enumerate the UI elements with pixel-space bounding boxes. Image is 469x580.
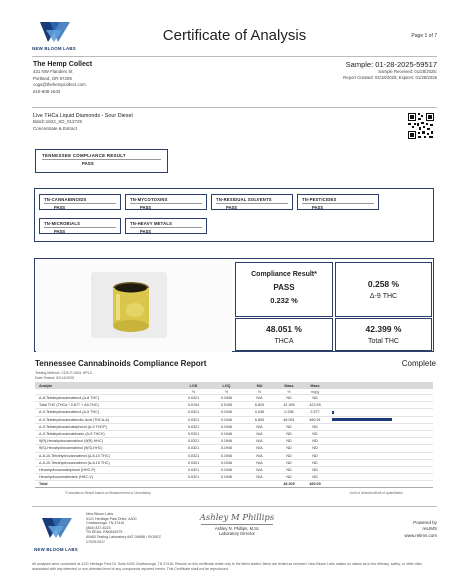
compliance-pass: PASS	[273, 283, 295, 292]
footer-logo: NEW BLOOM LABS	[30, 516, 82, 552]
lab-phone: (864) 837-8223	[86, 525, 111, 530]
test-residual-solvents: TN-RESIDUAL SOLVENTS PASS	[211, 194, 293, 210]
client-email: cogs@thehempcollect.com	[33, 82, 86, 88]
col-lod: LOD	[189, 383, 198, 388]
d9-thc-label: Δ-9 THC	[369, 293, 398, 300]
test-microbials: TN-MICROBIALS PASS	[39, 218, 121, 234]
note-left: *Compliance Result based on Measurement of Uncertainty	[65, 491, 151, 495]
lab-license: TN DEA#: RN0644975	[86, 530, 123, 535]
product-photo	[36, 260, 232, 352]
report-status: Complete	[401, 359, 436, 368]
disclaimer: All analyses were conducted at 4121 Heritage Park Dr. Suite A300 Chattanooga, TN 37416. Results on this certificate relate only to the items tested. Items are tested as received. New Bloom Labs makes no claims as to the efficacy, safety, or other risks associated with any detected or non-detected level of any compounds reported herein. This Certificate shall not be reproduced.	[32, 562, 422, 571]
test-heavy-metals: TN-HEAVY METALS PASS	[125, 218, 207, 234]
lab-info	[86, 512, 161, 544]
compliance-total-d9: 0.232 %	[270, 296, 298, 305]
col-mass-pct: Mass	[284, 383, 294, 388]
total-thc-label: Total THC	[368, 338, 399, 345]
table-row: Δ-8-Tetrahydrocannabinol (Δ-8 THC) 0.0321 0.1946 N/A ND ND	[35, 395, 433, 402]
client-name: The Hemp Collect	[33, 61, 93, 68]
compliance-title: Compliance Result*	[251, 271, 317, 278]
compliance-result-card	[235, 262, 333, 317]
thca-card	[235, 318, 333, 351]
test-cannabinoids: TN-CANNABINOIDS PASS	[39, 194, 121, 210]
client-phone: 610-608-1643	[33, 88, 61, 94]
table-row: Hexahydrocannabiphorol (HHC-P) 0.0321 0.1946 N/A ND ND	[35, 467, 433, 474]
test-pesticides: TN-PESTICIDES PASS	[297, 194, 379, 210]
table-row: Δ-9-Tetrahydrocannabinolic Acid (THCA-A) 0.0321 0.1946 6.805 48.051 480.51	[35, 417, 433, 424]
relims-link[interactable]: www.relims.com	[404, 532, 437, 538]
d9-thc-card	[335, 262, 432, 317]
lab-name: New Bloom Labs	[86, 512, 114, 516]
cannabinoids-report-title: Tennessee Cannabinoids Compliance Report	[35, 359, 207, 368]
sample-info	[343, 62, 437, 82]
table-row: Δ-9-Tetrahydrocannabinol (Δ-9 THC) 0.0321 0.1946 0.036 0.258 2.577	[35, 409, 433, 416]
table-row: 9(R)-Hexahydrocannabinol (9(R)-HHC) 0.0321 0.1946 N/A ND ND	[35, 438, 433, 445]
document-title: Certificate of Analysis	[162, 27, 307, 44]
product-name: Live THCa Liquid Diamonds - Sour Diesel	[33, 113, 133, 119]
product-batch: Batch:1622_SD_012725	[33, 119, 83, 125]
thca-label: THCA	[274, 338, 294, 345]
table-row: Δ-9-Tetrahydrocannabiphorol (Δ-9 THCP) 0.0321 0.1946 N/A ND ND	[35, 424, 433, 431]
test-meta	[35, 371, 92, 381]
client-address-2: Portland, OR 97209	[33, 75, 72, 81]
test-method: Testing Method: CDS-P-0001 HPLC	[35, 371, 93, 375]
date-tested: Date Tested: 02/14/2025	[35, 376, 75, 380]
lab-address-1: 4121 Heritage Park Drive, A300	[86, 516, 137, 521]
potency-panel	[34, 258, 434, 352]
page-number: Page 1 of 7	[411, 33, 437, 39]
table-row: Total THC (THCa * 0.877 + Δ9-THC) 0.0194 0.0195 6.825 42.399 423.99	[35, 402, 433, 409]
cannabinoids-table	[35, 382, 433, 488]
table-row: Hexahydrocannabivarin (HHC-V) 0.0321 0.1946 N/A ND ND	[35, 474, 433, 481]
divider	[32, 506, 437, 507]
signature-block	[197, 513, 277, 536]
d9-thc-value: 0.258 %	[367, 279, 400, 289]
summary-result: PASS	[82, 161, 94, 166]
signature: Ashley M Phillips	[199, 513, 275, 523]
total-thc-card	[335, 318, 432, 351]
sample-received: Sample Received: 01/28/2025;	[378, 69, 437, 75]
divider	[32, 107, 437, 108]
table-row: 9(S)-Hexahydrocannabinol (9(S)-HHC) 0.0321 0.1946 N/A ND ND	[35, 445, 433, 452]
lab-accreditation: ANAB Testing Laboratory #AT-3966B / ISO/IEC	[86, 534, 162, 539]
table-row: Δ-8-10-Tetrahydrocannabinol (Δ-8-10 THC) 0.0321 0.1946 N/A ND ND	[35, 453, 433, 460]
divider	[32, 56, 437, 57]
lab-address-2: Chattanooga, TN 37416	[86, 521, 125, 526]
summary-label: TENNESSEE COMPLIANCE RESULT	[42, 153, 161, 160]
col-loq: LOQ	[222, 383, 231, 388]
sample-id: Sample: 01-28-2025-59517	[345, 60, 437, 69]
relims-brand: reLIMS	[422, 526, 437, 532]
total-thc-value: 42.399 %	[365, 324, 402, 334]
signer-role: Laboratory Director	[219, 530, 255, 536]
units-row: % % % % mg/g	[35, 389, 433, 395]
tennessee-compliance-summary	[35, 149, 168, 173]
client-info	[33, 62, 183, 95]
report-created: Report Created: 02/18/2025; Expires: 01/28/2026	[343, 75, 437, 81]
total-row: Total 48.309 483.09	[35, 481, 433, 488]
table-notes	[35, 491, 433, 495]
note-right: Limit of detection/limit of quantitation	[349, 491, 403, 495]
col-mass-mg: Mass	[310, 383, 320, 388]
thca-value: 48.051 %	[266, 324, 302, 334]
concentration-bar	[332, 418, 392, 421]
qr-code-icon[interactable]	[407, 112, 435, 140]
lab-standard: 17025:2017	[86, 539, 105, 544]
new-bloom-labs-logo: NEW BLOOM LABS	[28, 20, 80, 51]
test-results-panel	[34, 188, 434, 242]
product-info	[33, 113, 133, 132]
signer-name: Ashley N. Phillips, M.Sc	[214, 525, 260, 531]
table-row: Δ-9-Tetrahydrocannabivarin (Δ-9 THCV) 0.0321 0.1946 N/A ND ND	[35, 431, 433, 438]
col-analyte: Analyte	[39, 383, 53, 388]
table-row: Δ-6-10-Tetrahydrocannabinol (Δ-6-10 THC) 0.0321 0.1946 N/A ND ND	[35, 460, 433, 467]
powered-by: Powered by reLIMS www.relims.com	[404, 520, 437, 538]
client-address-1: 431 NW Flanders St	[33, 69, 73, 75]
test-mycotoxins: TN-MYCOTOXINS PASS	[125, 194, 207, 210]
product-category: Concentrate & Extract	[33, 125, 78, 131]
col-mu: MU	[256, 383, 263, 388]
concentration-bar	[332, 411, 334, 414]
table-header	[35, 382, 433, 389]
